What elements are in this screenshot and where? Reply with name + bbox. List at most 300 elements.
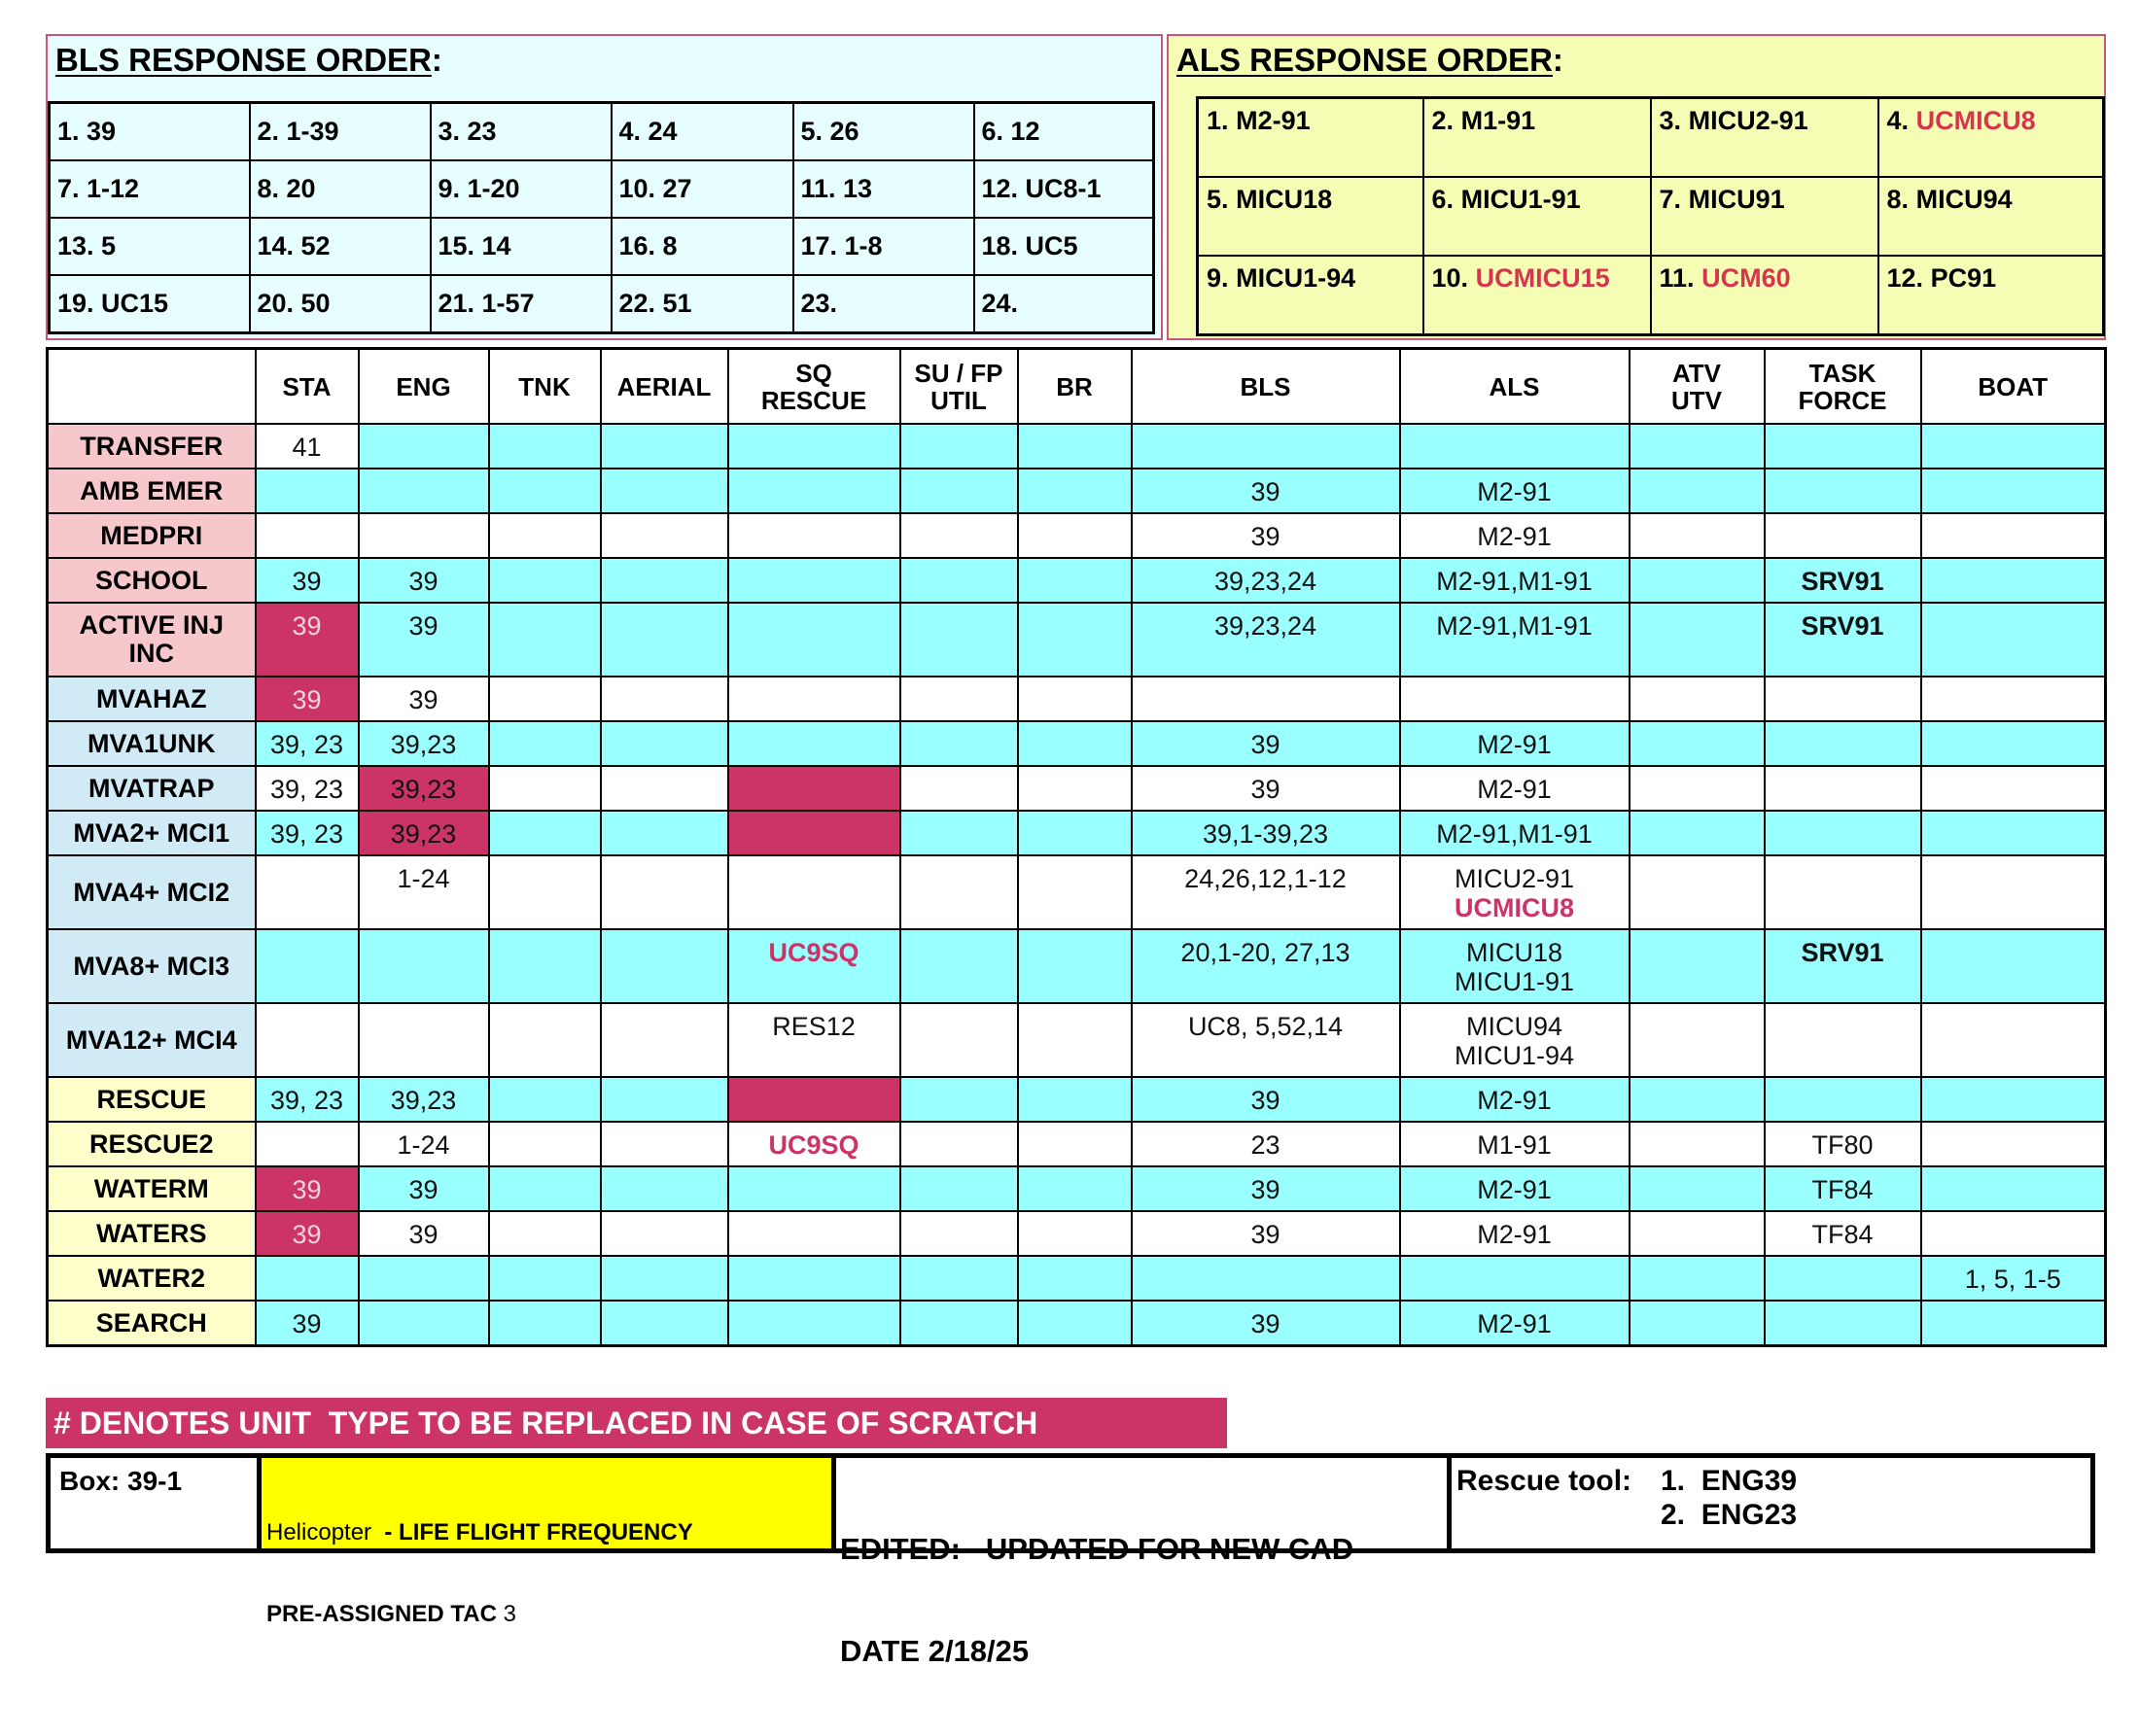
table-cell	[601, 469, 728, 513]
als-order-unit: MICU91	[1688, 185, 1785, 214]
table-cell	[1630, 811, 1765, 855]
table-cell	[1765, 766, 1921, 811]
table-cell	[1921, 1122, 2106, 1166]
als-order-row	[1198, 256, 2104, 335]
bls-order-item: 10. 27	[612, 160, 793, 218]
rescue-tool-item: 2. ENG23	[1661, 1499, 1798, 1531]
table-cell	[1018, 558, 1132, 603]
table-cell	[1630, 677, 1765, 721]
table-cell	[1630, 766, 1765, 811]
table-cell	[1018, 1166, 1132, 1211]
table-cell: 39	[359, 1166, 489, 1211]
table-cell	[1921, 558, 2106, 603]
row-label-transfer: TRANSFER	[48, 424, 256, 469]
table-row	[48, 469, 2106, 513]
table-cell	[359, 424, 489, 469]
table-row	[48, 1166, 2106, 1211]
table-cell	[1132, 677, 1400, 721]
table-cell	[900, 424, 1018, 469]
table-cell: 39,23	[359, 721, 489, 766]
life-flight-frequency: - LIFE FLIGHT FREQUENCY	[371, 1519, 693, 1545]
table-cell: M2-91	[1400, 721, 1630, 766]
cell-value: SRV91	[1801, 567, 1884, 596]
table-cell	[256, 1122, 359, 1166]
table-cell	[1018, 1301, 1132, 1346]
als-order-unit: MICU1-91	[1460, 185, 1581, 214]
column-header-task-force: TASK FORCE	[1765, 349, 1921, 425]
rescue-tool-list	[1661, 1464, 1797, 1548]
table-cell: 39	[256, 603, 359, 677]
table-cell	[1018, 603, 1132, 677]
table-row	[48, 424, 2106, 469]
table-cell	[900, 1077, 1018, 1122]
als-order-row	[1198, 177, 2104, 256]
table-row	[48, 929, 2106, 1003]
table-cell: 39	[1132, 469, 1400, 513]
table-header-row	[48, 349, 2106, 425]
als-order-unit: MICU18	[1236, 185, 1333, 214]
table-cell	[489, 1122, 601, 1166]
table-cell	[1765, 855, 1921, 929]
table-cell	[601, 1166, 728, 1211]
table-row	[48, 811, 2106, 855]
bls-order-item: 1. 39	[50, 103, 250, 161]
table-row	[48, 1003, 2106, 1077]
table-cell: 39,1-39,23	[1132, 811, 1400, 855]
table-cell	[489, 811, 601, 855]
table-cell	[1018, 513, 1132, 558]
row-label-school: SCHOOL	[48, 558, 256, 603]
table-cell	[728, 1077, 900, 1122]
table-cell	[728, 469, 900, 513]
bls-title-text: BLS RESPONSE ORDER	[55, 42, 432, 78]
als-order-item	[1651, 177, 1878, 256]
table-cell: M2-91,M1-91	[1400, 603, 1630, 677]
table-cell: 39, 23	[256, 766, 359, 811]
table-cell	[1921, 469, 2106, 513]
als-order-unit: M1-91	[1460, 106, 1536, 135]
table-cell: 39	[1132, 1077, 1400, 1122]
table-cell	[1765, 424, 1921, 469]
table-cell	[489, 469, 601, 513]
bls-order-item: 24.	[974, 275, 1154, 333]
column-header-br: BR	[1018, 349, 1132, 425]
table-cell	[1765, 603, 1921, 677]
table-cell	[900, 721, 1018, 766]
als-order-number: 10.	[1431, 263, 1469, 293]
helicopter-label: Helicopter	[266, 1519, 372, 1545]
row-label-waters: WATERS	[48, 1211, 256, 1256]
table-cell	[900, 1003, 1018, 1077]
response-assignment-table	[46, 347, 2107, 1347]
table-cell	[1765, 513, 1921, 558]
als-order-unit: UCMICU8	[1915, 106, 2036, 135]
box-number: Box: 39-1	[59, 1466, 183, 1496]
rescue-tool-label: Rescue tool:	[1456, 1465, 1632, 1497]
table-cell	[1018, 1122, 1132, 1166]
table-cell	[359, 469, 489, 513]
helicopter-line-2	[266, 1601, 831, 1628]
table-cell	[728, 513, 900, 558]
table-cell	[1765, 721, 1921, 766]
table-cell	[1630, 424, 1765, 469]
bls-order-row	[50, 103, 1154, 161]
table-row	[48, 855, 2106, 929]
row-label-water2: WATER2	[48, 1256, 256, 1301]
bls-order-item: 5. 26	[793, 103, 974, 161]
table-cell	[900, 677, 1018, 721]
table-cell	[1765, 469, 1921, 513]
table-cell: 39	[359, 1211, 489, 1256]
table-cell: MICU18 MICU1-91	[1400, 929, 1630, 1003]
table-cell	[1921, 1003, 2106, 1077]
table-cell	[359, 1003, 489, 1077]
table-cell	[900, 929, 1018, 1003]
als-order-unit: MICU2-91	[1688, 106, 1808, 135]
table-cell	[489, 424, 601, 469]
als-order-item	[1198, 98, 1423, 178]
table-cell	[601, 677, 728, 721]
bls-order-item: 11. 13	[793, 160, 974, 218]
table-cell	[489, 721, 601, 766]
als-order-number: 4.	[1886, 106, 1910, 135]
column-header-boat: BOAT	[1921, 349, 2106, 425]
table-cell: 39,23	[359, 766, 489, 811]
table-cell	[1921, 811, 2106, 855]
table-cell: TF80	[1765, 1122, 1921, 1166]
als-title-text: ALS RESPONSE ORDER	[1176, 42, 1553, 78]
table-cell	[256, 469, 359, 513]
table-cell	[601, 1077, 728, 1122]
als-order-unit: PC91	[1930, 263, 1997, 293]
als-order-unit: UCMICU15	[1475, 263, 1610, 293]
table-cell	[900, 1256, 1018, 1301]
table-cell	[1921, 513, 2106, 558]
table-cell	[489, 677, 601, 721]
column-header-su-fp-util: SU / FP UTIL	[900, 349, 1018, 425]
table-cell: 39	[1132, 513, 1400, 558]
table-cell: 39	[359, 677, 489, 721]
row-label-search: SEARCH	[48, 1301, 256, 1346]
row-label-mva1unk: MVA1UNK	[48, 721, 256, 766]
table-cell	[601, 1256, 728, 1301]
table-cell	[1921, 766, 2106, 811]
table-cell	[1630, 1003, 1765, 1077]
table-cell	[1018, 1077, 1132, 1122]
bls-order-item: 14. 52	[250, 218, 431, 275]
table-cell: UC8, 5,52,14	[1132, 1003, 1400, 1077]
table-cell	[900, 855, 1018, 929]
table-cell	[1018, 1211, 1132, 1256]
table-cell: 39	[1132, 1301, 1400, 1346]
table-cell: 41	[256, 424, 359, 469]
bls-response-order-title	[55, 42, 442, 79]
row-label-active-inj-inc: ACTIVE INJ INC	[48, 603, 256, 677]
table-cell	[256, 1256, 359, 1301]
table-cell: 39	[1132, 1166, 1400, 1211]
als-order-number: 11.	[1659, 263, 1695, 293]
rescue-tool-note	[1447, 1458, 2090, 1548]
table-cell	[1921, 1211, 2106, 1256]
table-cell	[489, 1256, 601, 1301]
table-cell: 39,23,24	[1132, 558, 1400, 603]
table-cell	[256, 929, 359, 1003]
table-cell	[1921, 603, 2106, 677]
als-order-unit: M2-91	[1236, 106, 1311, 135]
table-cell	[1132, 1256, 1400, 1301]
table-cell	[1018, 855, 1132, 929]
bls-order-item: 16. 8	[612, 218, 793, 275]
table-cell	[601, 558, 728, 603]
table-cell	[489, 766, 601, 811]
als-order-item	[1651, 256, 1878, 335]
table-cell	[1018, 929, 1132, 1003]
table-cell: TF84	[1765, 1166, 1921, 1211]
table-row	[48, 1122, 2106, 1166]
table-cell	[1018, 811, 1132, 855]
bls-order-row	[50, 218, 1154, 275]
table-cell	[359, 1256, 489, 1301]
table-cell: 39	[1132, 1211, 1400, 1256]
table-cell	[728, 855, 900, 929]
table-cell: 39,23	[359, 1077, 489, 1122]
table-cell: 23	[1132, 1122, 1400, 1166]
table-cell: 39	[1132, 721, 1400, 766]
als-order-item	[1198, 177, 1423, 256]
table-cell	[601, 424, 728, 469]
bls-order-item: 20. 50	[250, 275, 431, 333]
highlighted-unit: UCMICU8	[1454, 893, 1574, 922]
edited-date: DATE 2/18/25	[840, 1634, 1030, 1668]
column-header-bls: BLS	[1132, 349, 1400, 425]
table-cell: 39	[256, 1166, 359, 1211]
als-order-item	[1651, 98, 1878, 178]
table-cell: 1, 5, 1-5	[1921, 1256, 2106, 1301]
table-cell	[728, 1211, 900, 1256]
table-cell	[1400, 424, 1630, 469]
table-cell	[256, 855, 359, 929]
table-cell	[1630, 929, 1765, 1003]
table-cell: M2-91	[1400, 1301, 1630, 1346]
als-order-number: 5.	[1207, 185, 1229, 214]
table-row	[48, 1211, 2106, 1256]
als-order-number: 7.	[1659, 185, 1682, 214]
table-cell	[728, 766, 900, 811]
table-cell	[728, 1122, 900, 1166]
bls-order-item: 2. 1-39	[250, 103, 431, 161]
table-cell: TF84	[1765, 1211, 1921, 1256]
als-order-number: 1.	[1207, 106, 1229, 135]
table-cell: M2-91	[1400, 766, 1630, 811]
table-cell	[1018, 424, 1132, 469]
als-order-item	[1878, 177, 2104, 256]
table-cell	[256, 513, 359, 558]
table-cell	[601, 811, 728, 855]
als-order-number: 8.	[1886, 185, 1910, 214]
table-cell	[1400, 1256, 1630, 1301]
table-cell: 39	[256, 677, 359, 721]
table-cell	[728, 1301, 900, 1346]
row-label-waterm: WATERM	[48, 1166, 256, 1211]
bls-order-item: 15. 14	[431, 218, 612, 275]
bls-order-item: 4. 24	[612, 103, 793, 161]
table-cell	[1630, 1256, 1765, 1301]
table-cell	[1921, 1301, 2106, 1346]
als-order-number: 9.	[1207, 263, 1229, 293]
table-cell	[1132, 424, 1400, 469]
table-row	[48, 1256, 2106, 1301]
table-cell	[601, 1301, 728, 1346]
cell-value: SRV91	[1801, 938, 1884, 967]
bls-title-colon: :	[431, 42, 442, 78]
table-cell	[728, 677, 900, 721]
bls-order-item: 13. 5	[50, 218, 250, 275]
table-cell: 39	[256, 1211, 359, 1256]
table-cell: MICU94 MICU1-94	[1400, 1003, 1630, 1077]
table-cell: 39	[1132, 766, 1400, 811]
helicopter-line-1	[266, 1519, 831, 1546]
bls-order-row	[50, 160, 1154, 218]
table-cell	[489, 558, 601, 603]
table-cell: 39, 23	[256, 1077, 359, 1122]
edit-note	[831, 1458, 1447, 1668]
table-cell	[601, 1003, 728, 1077]
table-cell	[1400, 677, 1630, 721]
table-cell	[601, 1122, 728, 1166]
table-row	[48, 766, 2106, 811]
table-cell	[728, 811, 900, 855]
bls-order-item: 9. 1-20	[431, 160, 612, 218]
table-cell	[359, 513, 489, 558]
table-row	[48, 603, 2106, 677]
table-cell	[1630, 603, 1765, 677]
table-cell	[1018, 677, 1132, 721]
table-cell: 39, 23	[256, 721, 359, 766]
bls-response-order-box	[46, 34, 1163, 340]
table-cell	[1630, 721, 1765, 766]
table-cell	[900, 1301, 1018, 1346]
table-cell	[1630, 1077, 1765, 1122]
table-cell	[1630, 558, 1765, 603]
table-cell	[900, 603, 1018, 677]
table-cell	[1921, 1077, 2106, 1122]
table-row	[48, 1077, 2106, 1122]
column-header-als: ALS	[1400, 349, 1630, 425]
table-cell	[601, 855, 728, 929]
cell-line: MICU2-91	[1454, 864, 1575, 893]
table-cell	[489, 929, 601, 1003]
column-header-atv-utv: ATV UTV	[1630, 349, 1765, 425]
table-cell	[1630, 855, 1765, 929]
table-cell	[1018, 469, 1132, 513]
table-cell	[1765, 558, 1921, 603]
table-cell	[601, 721, 728, 766]
rescue-tool-item: 1. ENG39	[1661, 1465, 1798, 1497]
als-order-row	[1198, 98, 2104, 178]
table-cell	[1018, 1256, 1132, 1301]
als-order-item	[1423, 256, 1651, 335]
table-cell: M2-91	[1400, 1211, 1630, 1256]
table-cell	[900, 1166, 1018, 1211]
bls-order-grid	[48, 101, 1155, 334]
table-cell	[900, 766, 1018, 811]
als-order-unit: MICU94	[1915, 185, 2013, 214]
table-cell	[1630, 1301, 1765, 1346]
table-cell	[489, 1301, 601, 1346]
table-cell	[728, 929, 900, 1003]
als-order-number: 12.	[1886, 263, 1924, 293]
table-cell: M2-91,M1-91	[1400, 558, 1630, 603]
table-cell	[1400, 855, 1630, 929]
row-label-mvahaz: MVAHAZ	[48, 677, 256, 721]
pre-assigned-tac-label: PRE-ASSIGNED TAC	[266, 1601, 497, 1627]
table-cell	[489, 1077, 601, 1122]
bls-order-item: 23.	[793, 275, 974, 333]
table-cell	[489, 855, 601, 929]
column-header-sta: STA	[256, 349, 359, 425]
scratch-note-banner: # DENOTES UNIT TYPE TO BE REPLACED IN CASE OF SCRATCH	[46, 1398, 1227, 1448]
table-cell	[1765, 1256, 1921, 1301]
als-title-colon: :	[1552, 42, 1563, 78]
table-cell	[489, 603, 601, 677]
table-cell: 20,1-20, 27,13	[1132, 929, 1400, 1003]
bls-order-item: 22. 51	[612, 275, 793, 333]
table-cell	[1921, 929, 2106, 1003]
table-row	[48, 721, 2106, 766]
column-header-sq-rescue: SQ RESCUE	[728, 349, 900, 425]
table-cell	[728, 1256, 900, 1301]
highlighted-unit: UC9SQ	[768, 938, 859, 967]
table-cell	[601, 766, 728, 811]
table-cell	[601, 513, 728, 558]
table-cell: M2-91,M1-91	[1400, 811, 1630, 855]
als-order-number: 3.	[1659, 106, 1682, 135]
bls-order-item: 19. UC15	[50, 275, 250, 333]
table-cell: M1-91	[1400, 1122, 1630, 1166]
als-order-item	[1423, 177, 1651, 256]
table-cell	[1018, 721, 1132, 766]
header-corner	[48, 349, 256, 425]
table-cell: 39	[256, 558, 359, 603]
table-cell	[1765, 811, 1921, 855]
als-order-item	[1878, 256, 2104, 335]
table-cell	[728, 558, 900, 603]
als-order-item	[1198, 256, 1423, 335]
table-cell: 39	[256, 1301, 359, 1346]
table-cell	[601, 1211, 728, 1256]
table-cell	[1018, 1003, 1132, 1077]
column-header-tnk: TNK	[489, 349, 601, 425]
als-order-number: 6.	[1431, 185, 1455, 214]
table-cell	[1921, 677, 2106, 721]
bls-order-item: 3. 23	[431, 103, 612, 161]
table-cell	[900, 811, 1018, 855]
table-cell	[728, 424, 900, 469]
table-cell	[489, 513, 601, 558]
cell-value: SRV91	[1801, 611, 1884, 641]
bls-order-row	[50, 275, 1154, 333]
table-cell	[256, 1003, 359, 1077]
table-cell	[900, 558, 1018, 603]
als-order-number: 2.	[1431, 106, 1455, 135]
table-cell	[1765, 1301, 1921, 1346]
table-cell	[900, 469, 1018, 513]
table-cell	[1765, 1003, 1921, 1077]
bls-order-item: 7. 1-12	[50, 160, 250, 218]
table-row	[48, 1301, 2106, 1346]
row-label-mva2-mci1: MVA2+ MCI1	[48, 811, 256, 855]
table-cell	[1630, 1166, 1765, 1211]
